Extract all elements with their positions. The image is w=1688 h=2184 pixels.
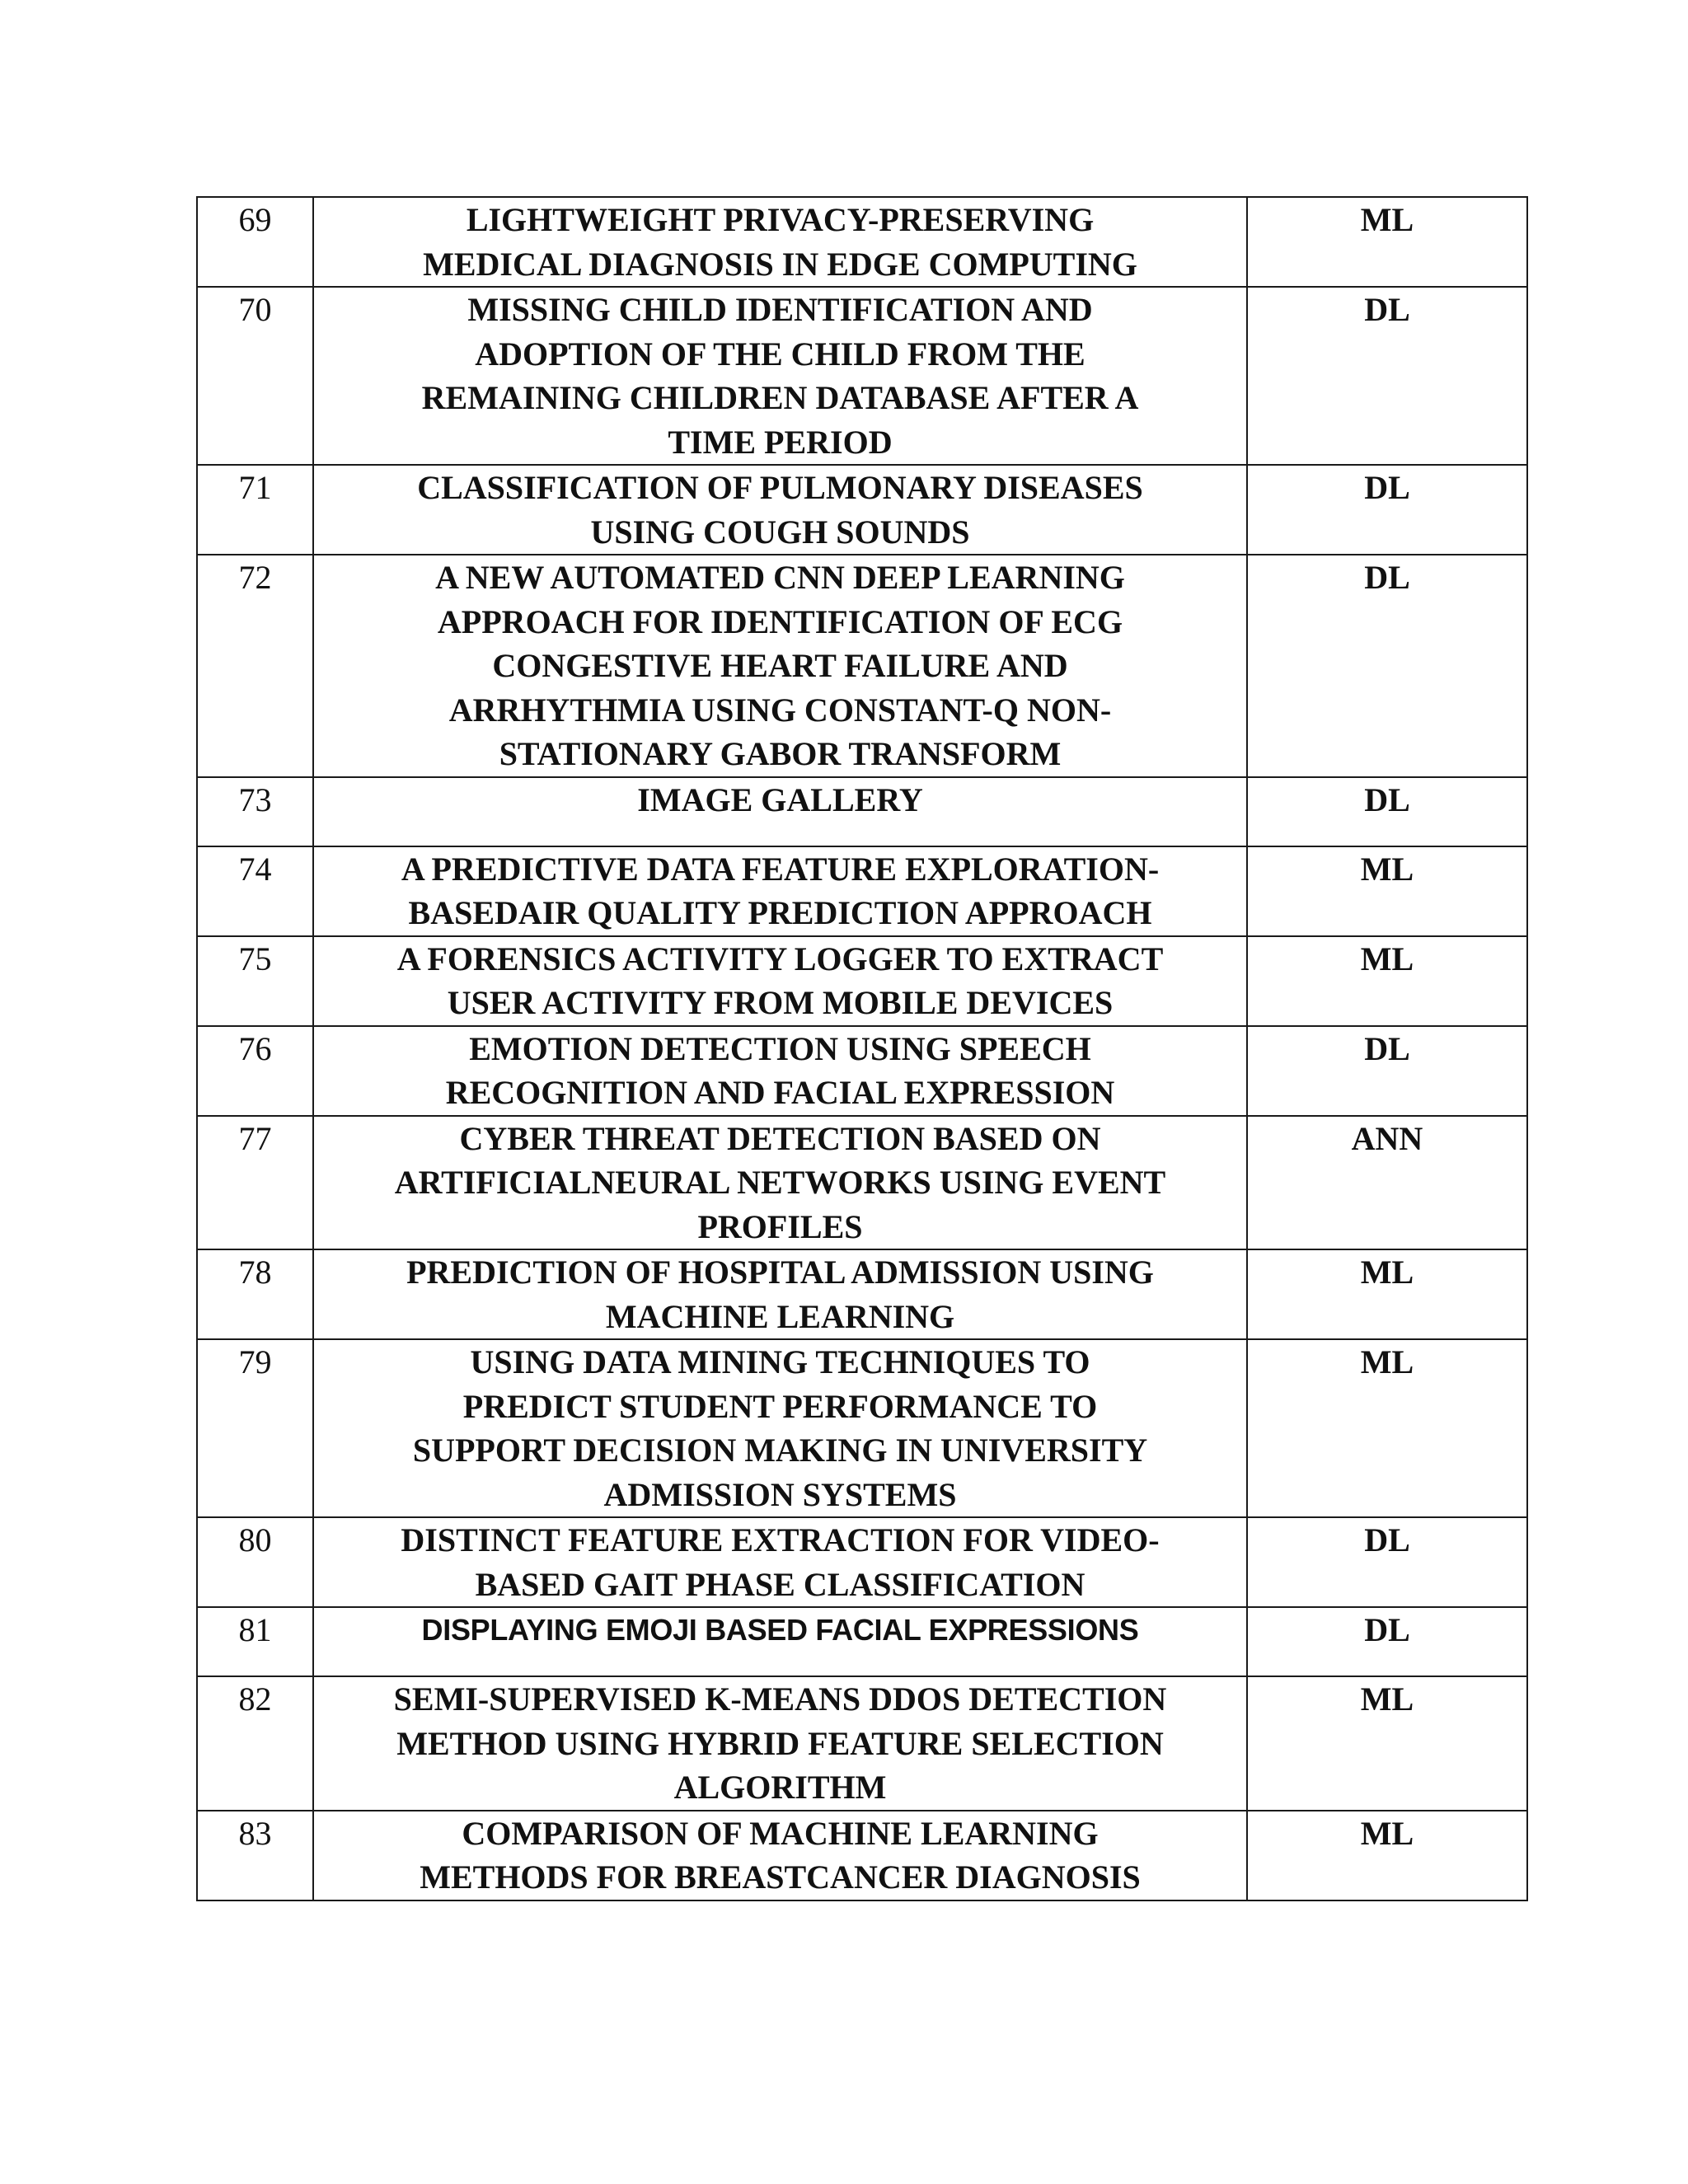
project-title-line: EMOTION DETECTION USING SPEECH	[469, 1029, 1091, 1067]
project-title-line: A PREDICTIVE DATA FEATURE EXPLORATION-	[401, 850, 1160, 888]
table-row	[197, 1607, 1527, 1676]
domain-tag: DL	[1247, 1607, 1527, 1676]
project-title-line: APPROACH FOR IDENTIFICATION OF ECG	[437, 602, 1123, 640]
project-title-line: ALGORITHM	[673, 1769, 887, 1806]
domain-tag: ML	[1247, 936, 1527, 1026]
domain-tag: ML	[1247, 197, 1527, 287]
table-row	[197, 1026, 1527, 1116]
project-table	[196, 196, 1528, 1901]
project-title-line: PREDICTION OF HOSPITAL ADMISSION USING	[406, 1254, 1154, 1291]
domain-tag: ML	[1247, 846, 1527, 936]
project-title	[313, 1811, 1247, 1900]
domain-tag: DL	[1247, 555, 1527, 777]
row-number: 83	[197, 1811, 313, 1900]
project-title	[313, 555, 1247, 777]
project-title-line: LIGHTWEIGHT PRIVACY-PRESERVING	[466, 201, 1095, 238]
project-title-line: CONGESTIVE HEART FAILURE AND	[492, 647, 1068, 684]
domain-tag: DL	[1247, 1026, 1527, 1116]
row-number: 71	[197, 465, 313, 555]
table-row	[197, 1517, 1527, 1607]
row-number: 80	[197, 1517, 313, 1607]
project-title-line: IMAGE GALLERY	[637, 780, 923, 818]
table-row	[197, 846, 1527, 936]
row-number: 81	[197, 1607, 313, 1676]
project-title-line: PREDICT STUDENT PERFORMANCE TO	[462, 1387, 1098, 1425]
project-title-line: RECOGNITION AND FACIAL EXPRESSION	[445, 1074, 1115, 1111]
row-number: 73	[197, 777, 313, 846]
project-title-line: BASED GAIT PHASE CLASSIFICATION	[475, 1565, 1085, 1603]
row-number: 70	[197, 287, 313, 465]
project-title	[313, 287, 1247, 465]
project-title-line: METHODS FOR BREASTCANCER DIAGNOSIS	[420, 1858, 1141, 1896]
project-title-line: USER ACTIVITY FROM MOBILE DEVICES	[447, 984, 1114, 1021]
row-number: 69	[197, 197, 313, 287]
row-number: 75	[197, 936, 313, 1026]
project-title-line: PROFILES	[697, 1207, 863, 1245]
project-title	[313, 846, 1247, 936]
project-title-line: MISSING CHILD IDENTIFICATION AND	[467, 291, 1093, 328]
project-title-line: ADMISSION SYSTEMS	[603, 1475, 957, 1513]
project-title-line: COMPARISON OF MACHINE LEARNING	[462, 1814, 1099, 1852]
project-title-line: MEDICAL DIAGNOSIS IN EDGE COMPUTING	[423, 245, 1137, 283]
project-title	[313, 1116, 1247, 1250]
project-title	[313, 1249, 1247, 1339]
project-title-line: SEMI-SUPERVISED K-MEANS DDOS DETECTION	[393, 1680, 1167, 1718]
project-title	[313, 1517, 1247, 1607]
project-title-line: BASEDAIR QUALITY PREDICTION APPROACH	[408, 894, 1152, 931]
domain-tag: DL	[1247, 777, 1527, 846]
table-row	[197, 777, 1527, 846]
domain-tag: DL	[1247, 287, 1527, 465]
table-row	[197, 465, 1527, 555]
table-row	[197, 936, 1527, 1026]
project-table-body	[197, 197, 1527, 1900]
row-number: 78	[197, 1249, 313, 1339]
table-row	[197, 1249, 1527, 1339]
project-title-line: SUPPORT DECISION MAKING IN UNIVERSITY	[412, 1432, 1148, 1469]
project-title	[313, 1026, 1247, 1116]
row-number: 76	[197, 1026, 313, 1116]
table-row	[197, 1339, 1527, 1517]
row-number: 77	[197, 1116, 313, 1250]
table-row	[197, 287, 1527, 465]
project-title-line: CLASSIFICATION OF PULMONARY DISEASES	[417, 469, 1143, 506]
project-title	[313, 197, 1247, 287]
project-title	[313, 936, 1247, 1026]
table-row	[197, 1116, 1527, 1250]
table-row	[197, 1676, 1527, 1811]
project-title-line: METHOD USING HYBRID FEATURE SELECTION	[396, 1724, 1164, 1762]
project-title-line: ADOPTION OF THE CHILD FROM THE	[475, 335, 1085, 373]
table-row	[197, 555, 1527, 777]
domain-tag: DL	[1247, 1517, 1527, 1607]
project-title-line: TIME PERIOD	[668, 423, 893, 461]
table-row	[197, 1811, 1527, 1900]
domain-tag: ML	[1247, 1811, 1527, 1900]
project-title-line: REMAINING CHILDREN DATABASE AFTER A	[421, 379, 1139, 416]
project-title-line: ARTIFICIALNEURAL NETWORKS USING EVENT	[394, 1164, 1166, 1201]
row-number: 82	[197, 1676, 313, 1811]
project-title-line: USING COUGH SOUNDS	[590, 513, 970, 551]
project-title-line: DISPLAYING EMOJI BASED FACIAL EXPRESSIONS	[421, 1613, 1139, 1647]
project-title-line: CYBER THREAT DETECTION BASED ON	[459, 1119, 1101, 1157]
project-title	[313, 465, 1247, 555]
domain-tag: DL	[1247, 465, 1527, 555]
project-title-line: MACHINE LEARNING	[605, 1297, 955, 1335]
project-title	[313, 1676, 1247, 1811]
project-title	[313, 1339, 1247, 1517]
project-title-line: A FORENSICS ACTIVITY LOGGER TO EXTRACT	[396, 940, 1164, 977]
domain-tag: ML	[1247, 1339, 1527, 1517]
table-row	[197, 197, 1527, 287]
project-title	[313, 1607, 1247, 1676]
project-title-line: A NEW AUTOMATED CNN DEEP LEARNING	[435, 559, 1125, 596]
domain-tag: ML	[1247, 1249, 1527, 1339]
project-title	[313, 777, 1247, 846]
row-number: 72	[197, 555, 313, 777]
project-title-line: DISTINCT FEATURE EXTRACTION FOR VIDEO-	[401, 1521, 1160, 1558]
project-title-line: STATIONARY GABOR TRANSFORM	[499, 735, 1062, 772]
domain-tag: ML	[1247, 1676, 1527, 1811]
row-number: 79	[197, 1339, 313, 1517]
project-title-line: ARRHYTHMIA USING CONSTANT-Q NON-	[448, 691, 1112, 729]
domain-tag: ANN	[1247, 1116, 1527, 1250]
project-title-line: USING DATA MINING TECHNIQUES TO	[470, 1343, 1090, 1380]
row-number: 74	[197, 846, 313, 936]
